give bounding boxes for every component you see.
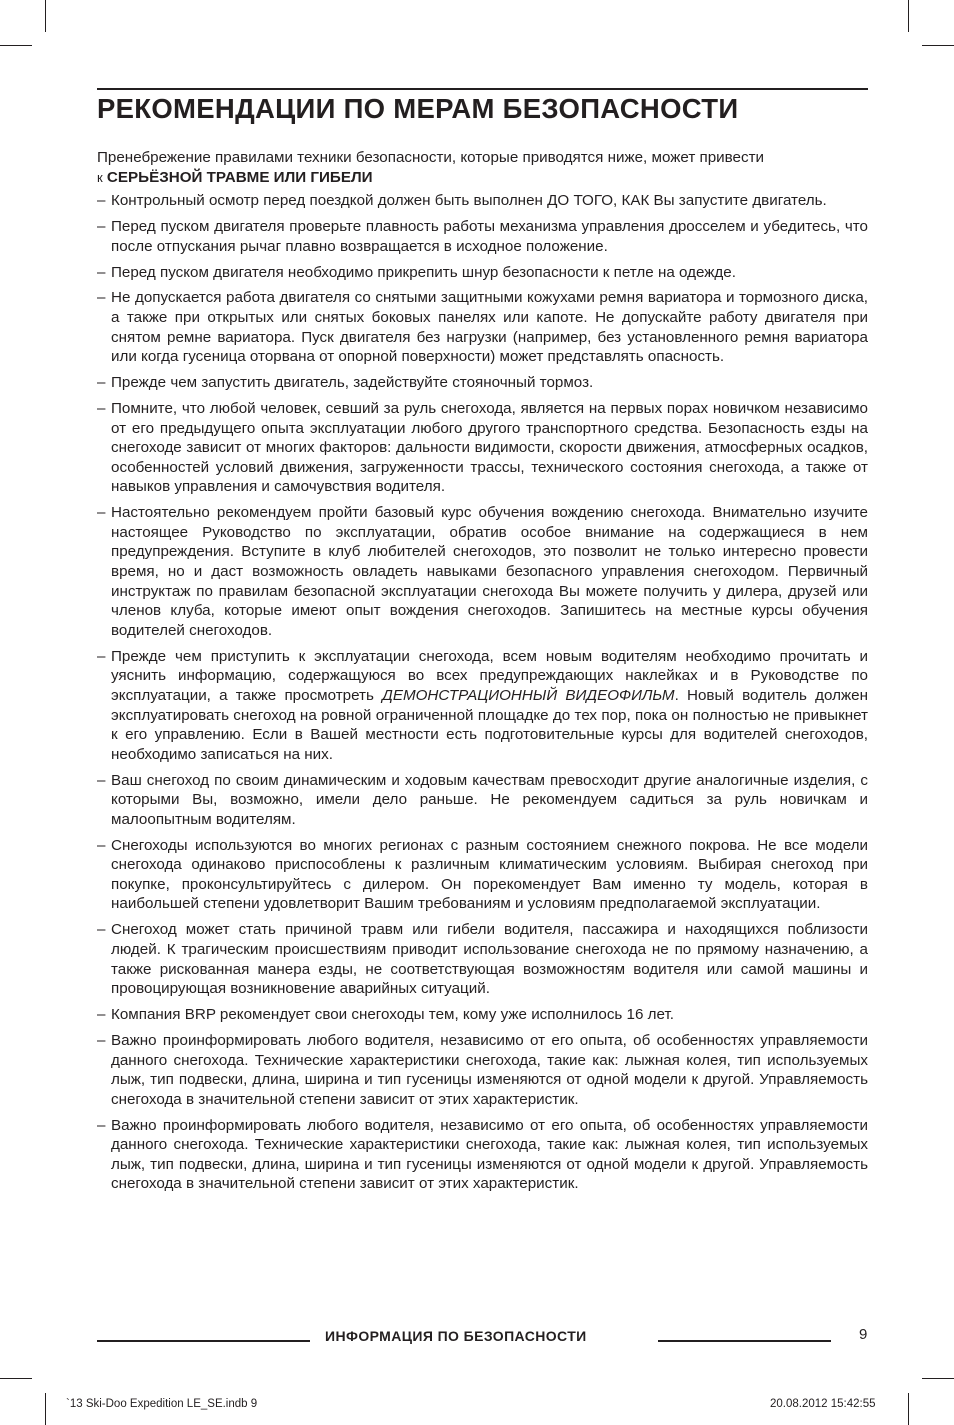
list-item-text: Перед пуском двигателя проверьте плавность работы механизма управления дросселем и убедитесь, что после отпускания рычаг плавно возвращается в исходное положение. bbox=[111, 218, 868, 255]
list-item bbox=[97, 920, 868, 998]
list-item bbox=[97, 288, 868, 366]
list-item-text: Важно проинформировать любого водителя, независимо от его опыта, об особенностях управляемости данного снегохода. Технические характеристики снегохода, такие как: лыжная колея, тип используемых лыж, тип подвески, длина, ширина и тип гусеницы изменяются от одной модели к другой. Управляемость снегохода в значительной степени зависит от этих характеристик. bbox=[111, 1116, 868, 1193]
crop-mark bbox=[922, 45, 954, 46]
slug-file: `13 Ski-Doo Expedition LE_SE.indb 9 bbox=[66, 1398, 258, 1410]
list-item-text: Перед пуском двигателя необходимо прикрепить шнур безопасности к петле на одежде. bbox=[111, 263, 736, 281]
list-dash: – bbox=[97, 400, 106, 418]
slug-datetime: 20.08.2012 15:42:55 bbox=[770, 1398, 876, 1410]
page-title: РЕКОМЕНДАЦИИ ПО МЕРАМ БЕЗОПАСНОСТИ bbox=[97, 93, 739, 124]
list-item bbox=[97, 771, 868, 830]
list-dash: – bbox=[97, 289, 106, 307]
list-item bbox=[97, 1005, 868, 1025]
crop-mark bbox=[908, 0, 909, 32]
list-item-text: Снегоходы используются во многих регионах с разным состоянием снежного покрова. Не все модели снегохода одинаково приспособлены к различным климатическим условиям. Выбирая снегоход при покупке, проконсультируйтесь с дилером. Он порекомендует Вам именно ту модель, которая в наибольшей степени удовлетворит Вашим требованиям и условиям предполагаемой эксплуатации. bbox=[111, 836, 868, 913]
list-item-text: Контрольный осмотр перед поездкой должен быть выполнен ДО ТОГО, КАК Вы запустите двигатель. bbox=[111, 192, 827, 210]
list-item-text: Прежде чем приступить к эксплуатации снегохода, всем новым водителям необходимо прочитать и уяснить информацию, содержащуюся во всех предупреждающих наклейках и в Руководстве по эксплуатации, а также просмотреть bbox=[111, 647, 868, 704]
footer-rule-left bbox=[97, 1340, 310, 1342]
list-item bbox=[97, 1116, 868, 1194]
crop-mark bbox=[922, 1378, 954, 1379]
crop-mark bbox=[0, 1378, 32, 1379]
list-item-italic: ДЕМОНСТРАЦИОННЫЙ ВИДЕОФИЛЬМ bbox=[382, 686, 675, 704]
intro-paragraph bbox=[97, 148, 868, 187]
list-item-text: Важно проинформировать любого водителя, независимо от его опыта, об особенностях управляемости данного снегохода. Технические характеристики снегохода, такие как: лыжная колея, тип используемых лыж, тип подвески, длина, ширина и тип гусеницы изменяются от одной модели к другой. Управляемость снегохода в значительной степени зависит от этих характеристик. bbox=[111, 1031, 868, 1108]
list-dash: – bbox=[97, 218, 106, 236]
intro-emphasis: СЕРЬЁЗНОЙ ТРАВМЕ ИЛИ ГИБЕЛИ bbox=[106, 168, 373, 186]
list-item bbox=[97, 399, 868, 497]
intro-prep: к bbox=[97, 169, 103, 185]
list-item bbox=[97, 1031, 868, 1109]
list-dash: – bbox=[97, 647, 106, 665]
list-dash: – bbox=[97, 836, 106, 854]
list-item-text: Помните, что любой человек, севший за руль снегохода, является на первых порах новичком независимо от его предыдущего опыта эксплуатации любого другого транспортного средства. Безопасность езды на снегоходе зависит от многих факторов: дальности видимости, скорости движения, атмосферных осадков, особенностей условий движения, загруженности трассы, технического состояния снегохода, а также от навыков управления и самочувствия водителя. bbox=[111, 400, 868, 496]
page-number: 9 bbox=[859, 1326, 868, 1343]
list-dash: – bbox=[97, 504, 106, 522]
list-dash: – bbox=[97, 1031, 106, 1049]
list-item-text: Прежде чем запустить двигатель, задействуйте стояночный тормоз. bbox=[111, 374, 594, 392]
list-item bbox=[97, 191, 868, 211]
page-footer bbox=[97, 1326, 868, 1348]
list-dash: – bbox=[97, 921, 106, 939]
list-item bbox=[97, 836, 868, 914]
crop-mark bbox=[908, 1393, 909, 1425]
list-item bbox=[97, 647, 868, 765]
list-item-text-after: . Новый водитель должен эксплуатировать снегоход на ровной ограниченной площадке до тех пор, пока он полностью не привыкнет к его управлению. Если в Вашей местности есть подготовительные курсы для водителей снегоходов, необходимо записаться на них. bbox=[111, 686, 869, 763]
footer-rule-right bbox=[658, 1340, 831, 1342]
list-item bbox=[97, 217, 868, 256]
crop-mark bbox=[0, 45, 32, 46]
footer-section-title: ИНФОРМАЦИЯ ПО БЕЗОПАСНОСТИ bbox=[325, 1328, 587, 1344]
safety-list bbox=[97, 191, 868, 1194]
list-item bbox=[97, 373, 868, 393]
list-dash: – bbox=[97, 192, 106, 210]
list-dash: – bbox=[97, 263, 106, 281]
crop-mark bbox=[45, 1393, 46, 1425]
crop-mark bbox=[45, 0, 46, 32]
intro-text: Пренебрежение правилами техники безопасности, которые приводятся ниже, может привести bbox=[97, 149, 765, 166]
list-dash: – bbox=[97, 771, 106, 789]
list-item-text: Компания BRP рекомендует свои снегоходы тем, кому уже исполнилось 16 лет. bbox=[111, 1006, 674, 1024]
list-item-text: Настоятельно рекомендуем пройти базовый курс обучения вождению снегохода. Внимательно изучите настоящее Руководство по эксплуатации, обратив особое внимание на содержащиеся в нем предупреждения. Вступите в клуб любителей снегоходов, это позволит не только интересно провести время, но и даст возможность овладеть навыками безопасного управления снегоходом. Первичный инструктаж по правилам безопасной эксплуатации снегохода Вы можете получить у дилера, друзей или членов клуба, которые имеют опыт вождения снегоходов. Запишитесь на местные курсы обучения водителей снегоходов. bbox=[111, 504, 868, 639]
list-item-text: Не допускается работа двигателя со снятыми защитными кожухами ремня вариатора и тормозного диска, а также при открытых или снятых боковых панелях или капоте. Не допускайте работу двигателя при снятом ремне вариатора. Пуск двигателя без нагрузки (например, без установленного ремня вариатора или когда гусеница оторвана от опорной поверхности) может представлять опасность. bbox=[111, 289, 868, 366]
title-rule bbox=[97, 88, 868, 90]
list-dash: – bbox=[97, 374, 106, 392]
list-dash: – bbox=[97, 1116, 106, 1134]
list-item-text: Снегоход может стать причиной травм или гибели водителя, пассажира и находящихся поблизости людей. К трагическим происшествиям приводит использование снегохода не по прямому назначению, а также рискованная манера езды, не соответствующая возможностям водителя или самой машины и провоцирующая возникновение аварийных ситуаций. bbox=[111, 921, 868, 998]
list-item-text: Ваш снегоход по своим динамическим и ходовым качествам превосходит другие аналогичные изделия, с которыми Вы, возможно, имели дело раньше. Не рекомендуем садиться за руль новичкам и малоопытным водителям. bbox=[111, 771, 868, 828]
main-content bbox=[97, 148, 868, 1200]
list-dash: – bbox=[97, 1006, 106, 1024]
list-item bbox=[97, 263, 868, 283]
list-item bbox=[97, 503, 868, 640]
